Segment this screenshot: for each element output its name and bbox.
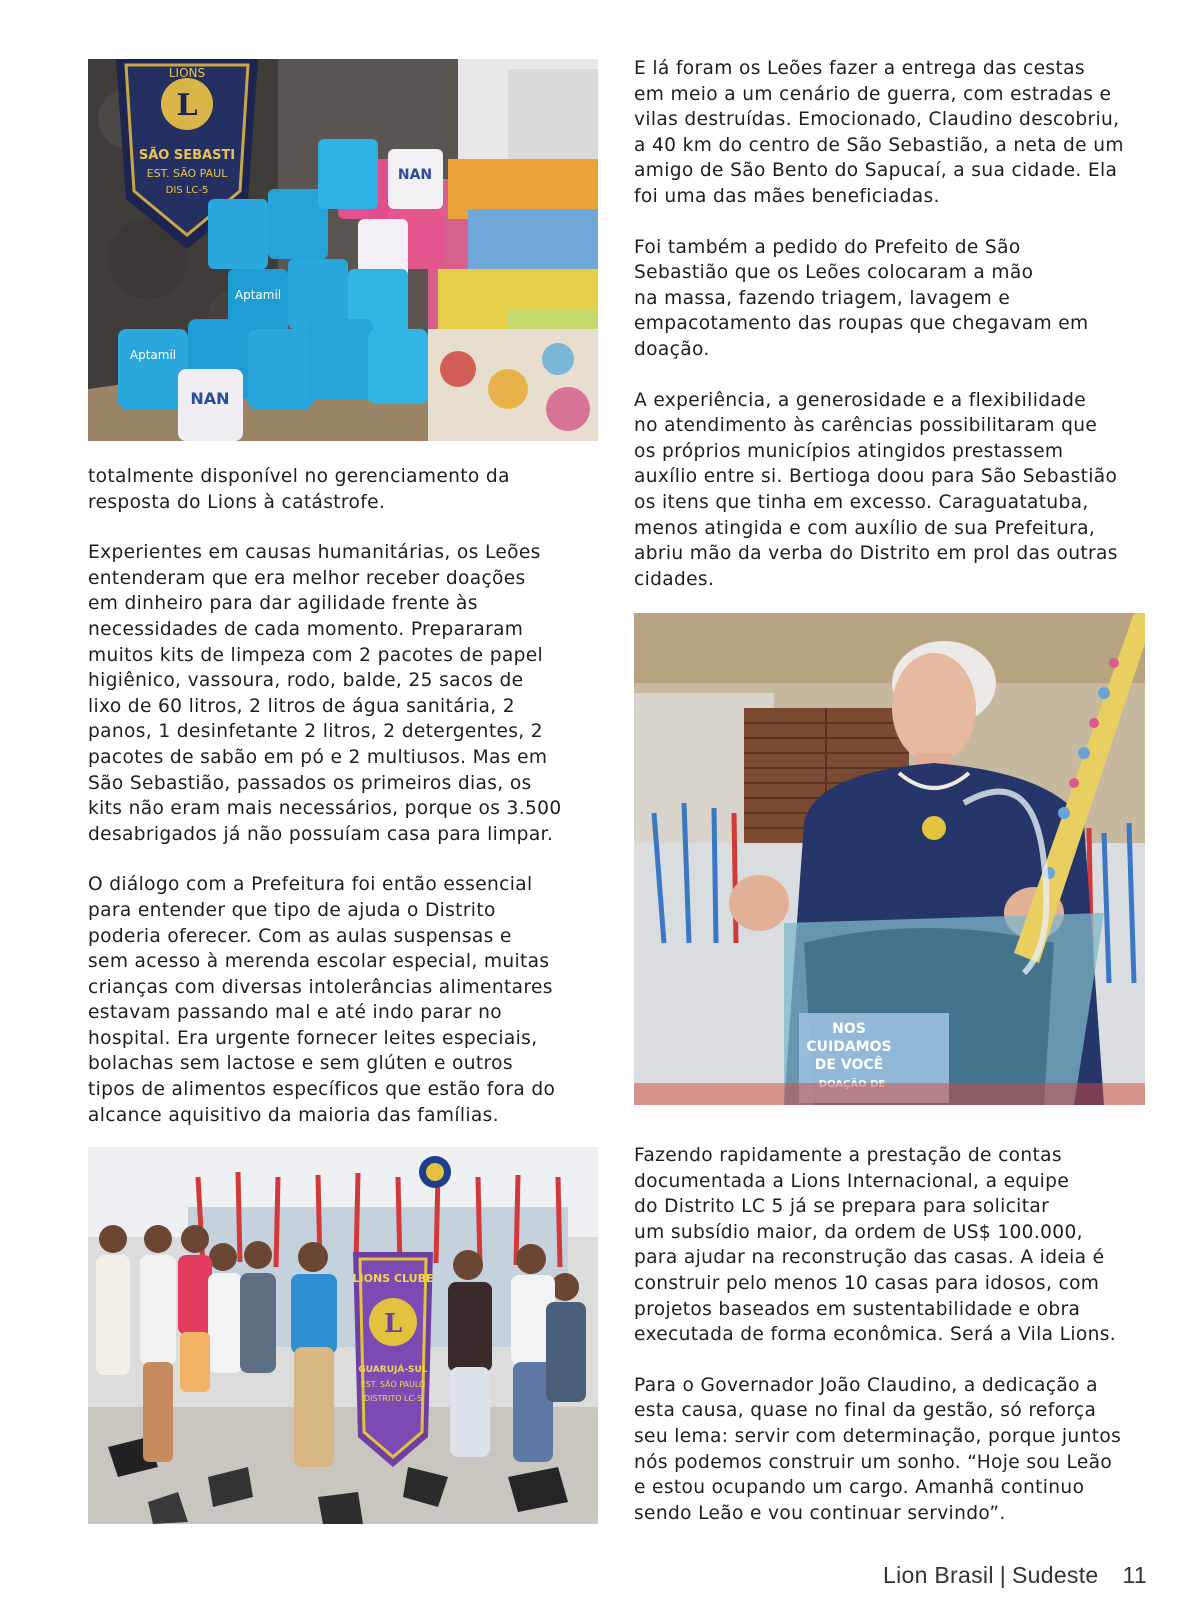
svg-text:L: L <box>383 1309 403 1339</box>
donations-banner-text-1: SÃO SEBASTI <box>138 148 236 163</box>
volunteer-bucket-text-1: CUIDAMOS <box>806 1039 892 1055</box>
right-paragraph-3: A experiência, a generosidade e a flexibilidade no atendimento às carências possibilitaram que os próprios municípios atingidos prestassem auxílio entre si. Bertioga doou para São Sebastião os itens que tinha em excesso. Caraguatatuba, menos atingida e com auxílio de sua Prefeitura, abriu mão da verba do Distrito em prol das outras cidades. <box>634 389 1118 590</box>
right-paragraph-2: Foi também a pedido do Prefeito de São Sebastião que os Leões colocaram a mão na massa, fazendo triagem, lavagem e empacotamento das roupas que chegavam em doação. <box>634 236 1089 360</box>
left-paragraph-3: O diálogo com a Prefeitura foi então essencial para entender que tipo de ajuda o Distrito poderia oferecer. Com as aulas suspensas e sem acesso à merenda escolar especial, muitas crianças com diversas intolerâncias alimentares estavam passando mal e até indo parar no hospital. Era urgente fornecer leites especiais, bolachas sem lactose e sem glúten e outros tipos de alimentos específicos que estão fora do alcance aquisitivo da maioria das famílias. <box>88 874 556 1126</box>
right-column-text-top <box>634 56 1154 617</box>
photo-volunteer-svg <box>634 613 1145 1105</box>
donations-can-label-0: Aptamil <box>129 348 177 362</box>
donations-can-label-2: Aptamil <box>234 288 282 302</box>
right-column-text-bottom <box>634 1143 1154 1551</box>
photo-donations-svg <box>88 59 598 441</box>
svg-text:L: L <box>176 88 198 123</box>
donations-banner-text-3: DIS LC-5 <box>165 185 209 196</box>
right-paragraph-1: E lá foram os Leões fazer a entrega das cestas em meio a um cenário de guerra, com estradas e vilas destruídas. Emocionado, Claudino descobriu, a 40 km do centro de São Sebastião, a neta de um amigo de São Bento do Sapucaí, a sua cidade. Ela foi uma das mães beneficiadas. <box>634 58 1124 207</box>
footer-separator: | <box>999 1562 1007 1588</box>
group-banner-text-2: EST. SÃO PAULO <box>360 1380 426 1389</box>
donations-can-label-3: NAN <box>397 167 433 183</box>
photo-donations <box>88 59 598 441</box>
donations-banner-text-2: EST. SÃO PAUL <box>146 167 228 180</box>
donations-banner-text-0: LIONS <box>168 66 206 80</box>
group-banner-text-3: DISTRITO LC-5 <box>363 1394 423 1403</box>
footer-publication: Lion Brasil <box>883 1562 994 1588</box>
group-banner-text-1: GUARUJÁ-SUL <box>358 1365 428 1375</box>
volunteer-bucket-text-0: NOS <box>832 1021 866 1037</box>
volunteer-bucket-text-2: DE VOCÊ <box>814 1057 884 1073</box>
footer-section: Sudeste <box>1012 1562 1099 1588</box>
left-paragraph-1: totalmente disponível no gerenciamento da resposta do Lions à catástrofe. <box>88 466 510 513</box>
photo-group-svg <box>88 1147 598 1524</box>
page-footer <box>883 1562 1147 1589</box>
right-paragraph-5: Para o Governador João Claudino, a dedicação a esta causa, quase no final da gestão, só reforça seu lema: servir com determinação, porque juntos nós podemos construir um sonho. “Hoje sou Leão e estou ocupando um cargo. Amanhã continuo sendo Leão e vou continuar servindo”. <box>634 1374 1122 1524</box>
group-banner-text-0: LIONS CLUBE <box>352 1272 434 1285</box>
photo-volunteer <box>634 613 1145 1105</box>
left-paragraph-2: Experientes em causas humanitárias, os Leões entenderam que era melhor receber doações em dinheiro para dar agilidade frente às necessidades de cada momento. Prepararam muitos kits de limpeza com 2 pacotes de papel higiênico, vassoura, rodo, balde, 25 sacos de lixo de 60 litros, 2 litros de água sanitária, 2 panos, 1 desinfetante 2 litros, 2 detergentes, 2 pacotes de sabão em pó e 2 multiusos. Mas em São Sebastião, passados os primeiros dias, os kits não eram mais necessários, porque os 3.500 desabrigados já não possuíam casa para limpar. <box>88 542 562 845</box>
donations-can-label-1: NAN <box>190 389 230 408</box>
page-number: 11 <box>1122 1562 1147 1588</box>
right-paragraph-4: Fazendo rapidamente a prestação de contas documentada a Lions Internacional, a equipe do Distrito LC 5 já se prepara para solicitar um subsídio maior, da ordem de US$ 100.000, para ajudar na reconstrução das casas. A ideia é construir pelo menos 10 casas para idosos, com projetos baseados em sustentabilidade e obra executada de forma econômica. Será a Vila Lions. <box>634 1145 1117 1346</box>
photo-group <box>88 1147 598 1524</box>
left-column-text <box>88 464 608 1153</box>
